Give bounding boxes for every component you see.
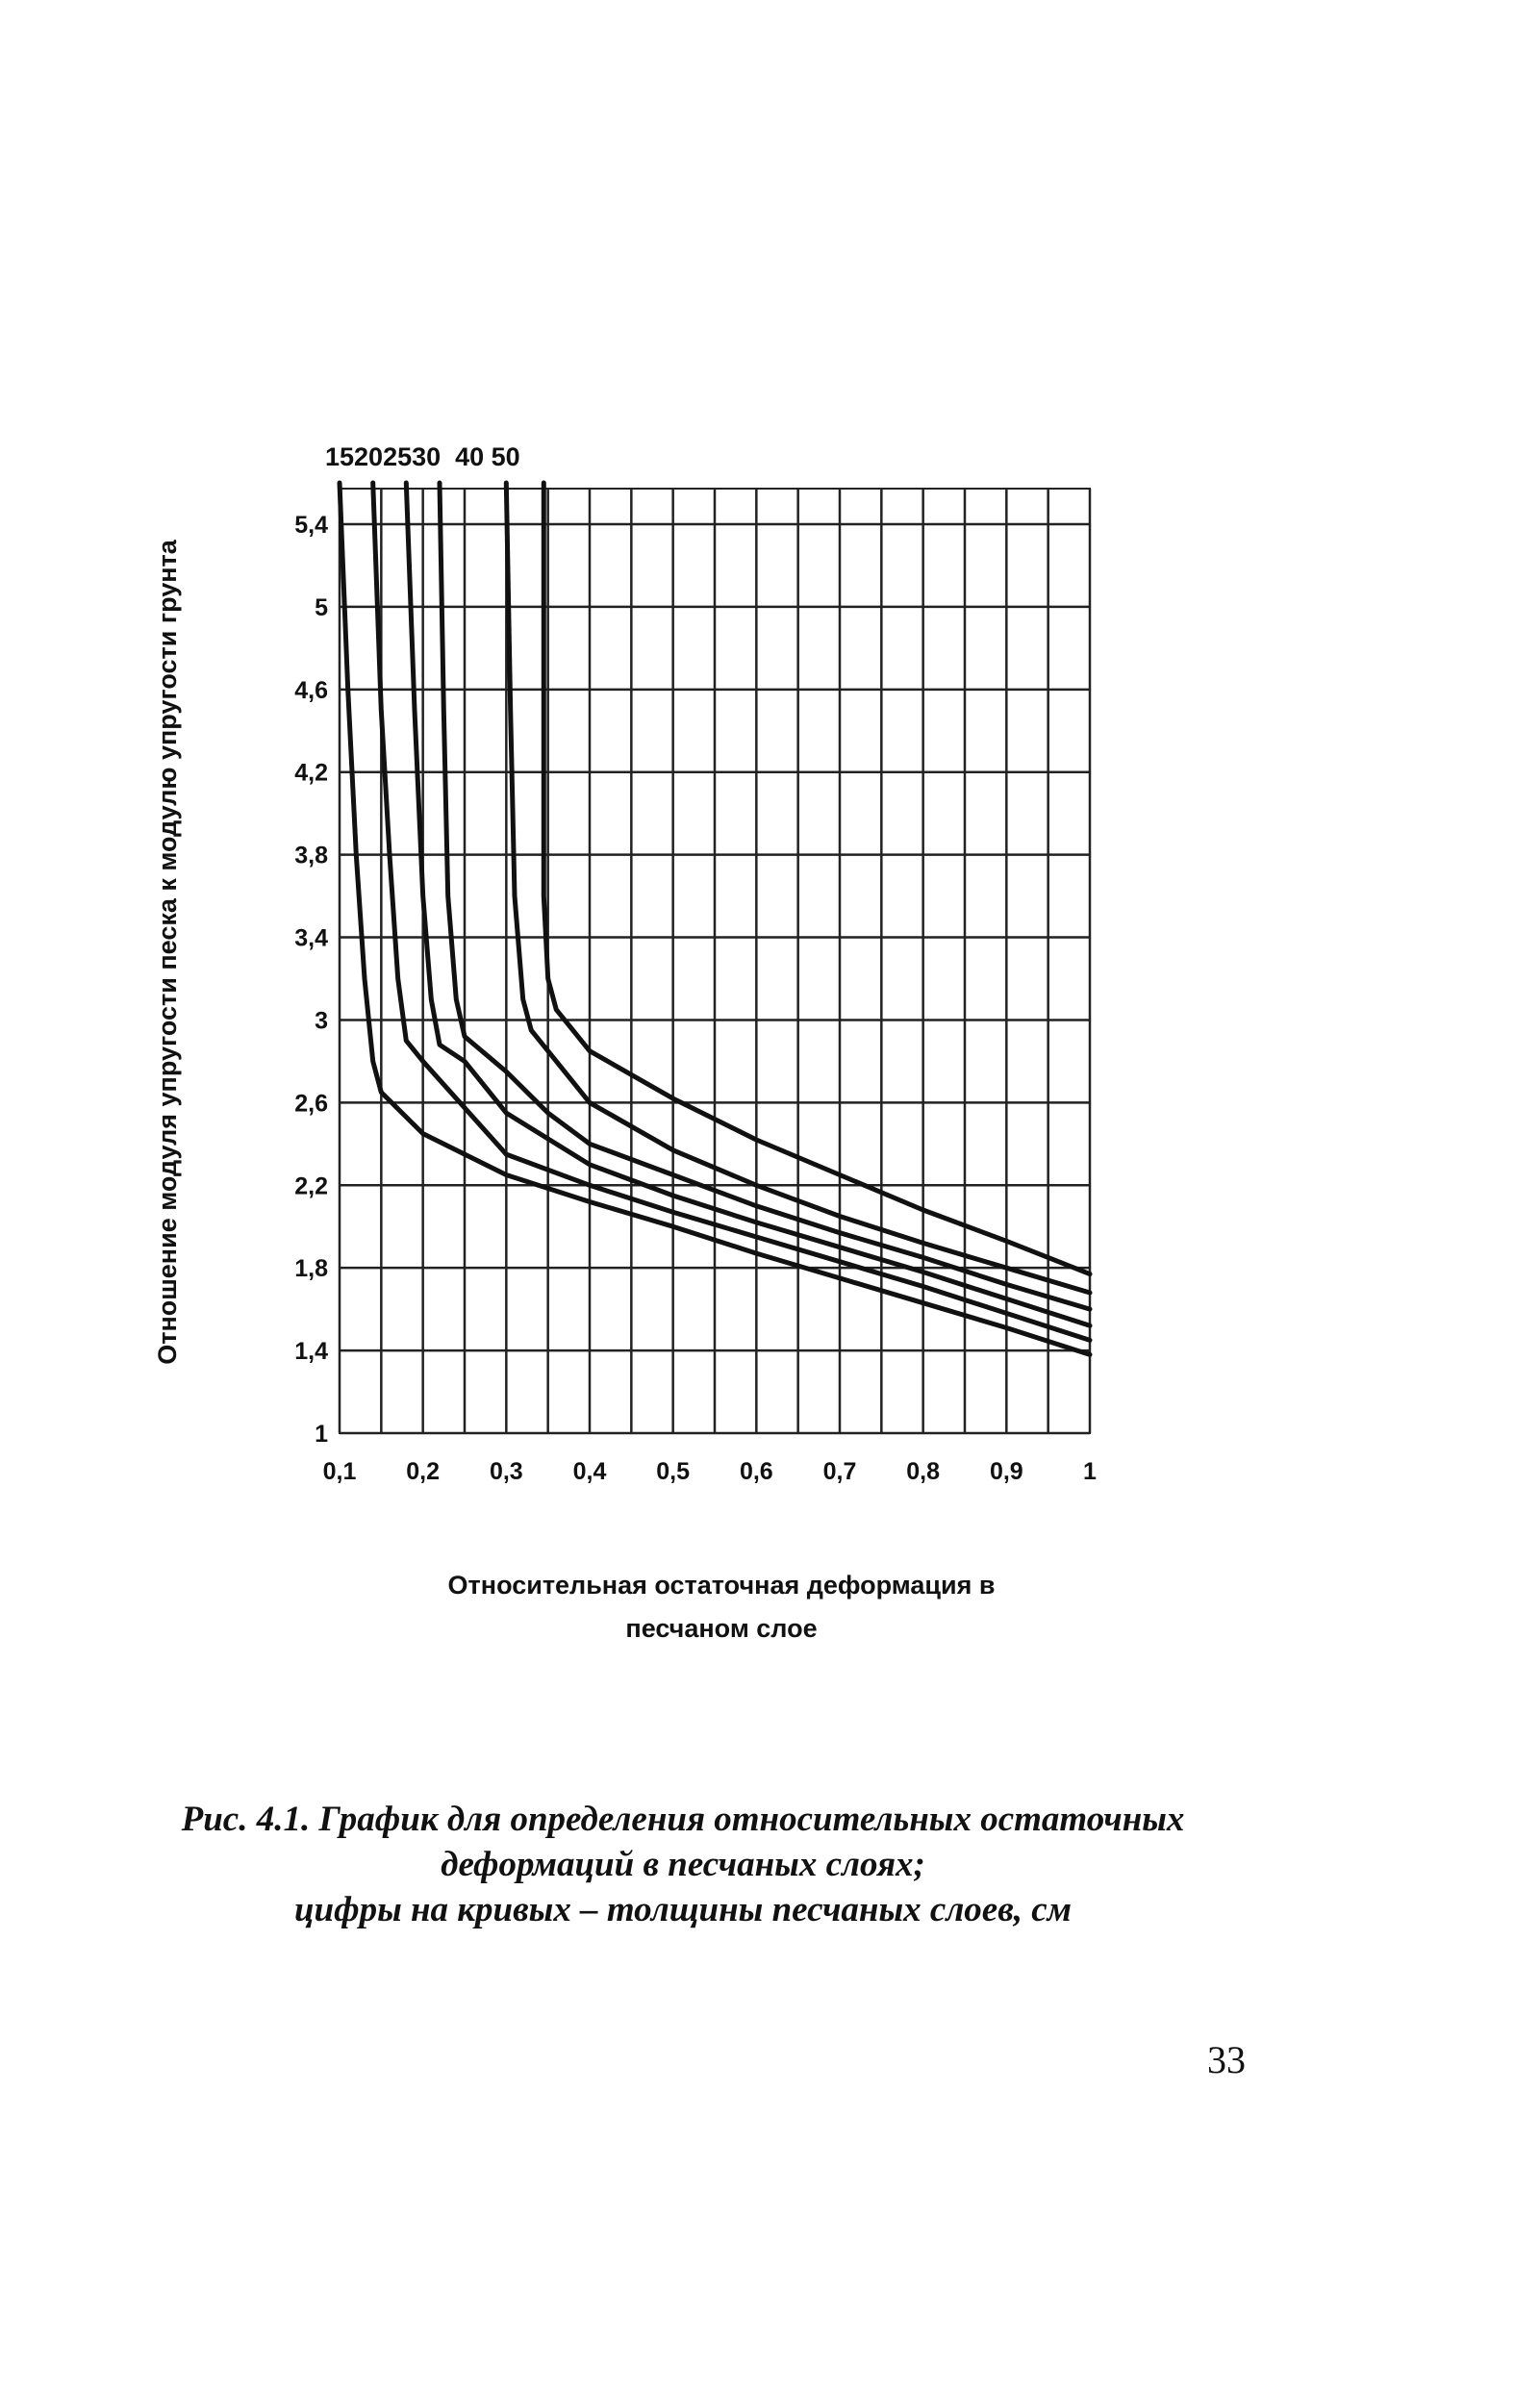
y-tick-label: 3: [315, 1007, 328, 1035]
x-tick-label: 0,3: [489, 1458, 523, 1485]
x-tick-label: 0,5: [656, 1458, 691, 1485]
y-tick-label: 1: [315, 1421, 328, 1448]
y-tick-label: 4,2: [294, 759, 328, 787]
x-axis-title-line-2: песчаном слое: [625, 1614, 818, 1643]
figure-caption-line-1: Рис. 4.1. График для определения относительных остаточных: [181, 1800, 1185, 1839]
x-tick-label: 0,1: [322, 1458, 357, 1485]
y-tick-label: 3,8: [294, 842, 328, 869]
x-tick-label: 0,6: [739, 1458, 773, 1485]
y-tick-label: 4,6: [294, 676, 328, 704]
figure-caption-line-2: деформаций в песчаных слоях;: [441, 1845, 925, 1884]
y-tick-label: 5,4: [294, 512, 328, 539]
x-tick-label: 0,9: [989, 1458, 1023, 1485]
x-tick-label: 0,8: [906, 1458, 941, 1485]
series-labels: 15202530 40 50: [325, 442, 520, 471]
series-line-20: [373, 483, 1090, 1340]
x-tick-label: 0,4: [572, 1458, 607, 1485]
x-tick-label: 0,7: [822, 1458, 857, 1485]
figure-caption: [154, 1797, 1212, 1932]
y-tick-label: 5: [315, 593, 328, 621]
y-tick-label: 1,4: [294, 1338, 328, 1366]
y-tick-label: 2,2: [294, 1172, 328, 1200]
y-axis-title: Отношение модуля упругости песка к модулю упругости грунта: [153, 540, 182, 1365]
y-tick-label: 1,8: [294, 1255, 328, 1283]
x-tick-label: 0,2: [406, 1458, 441, 1485]
page-number: 33: [1207, 2038, 1246, 2081]
x-tick-label: 1: [1083, 1458, 1097, 1485]
x-axis-title-line-1: Относительная остаточная деформация в: [447, 1571, 996, 1600]
y-tick-label: 2,6: [294, 1090, 328, 1118]
figure-caption-line-3: цифры на кривых – толщины песчаных слоев, см: [293, 1890, 1073, 1929]
y-tick-label: 3,4: [294, 924, 328, 952]
